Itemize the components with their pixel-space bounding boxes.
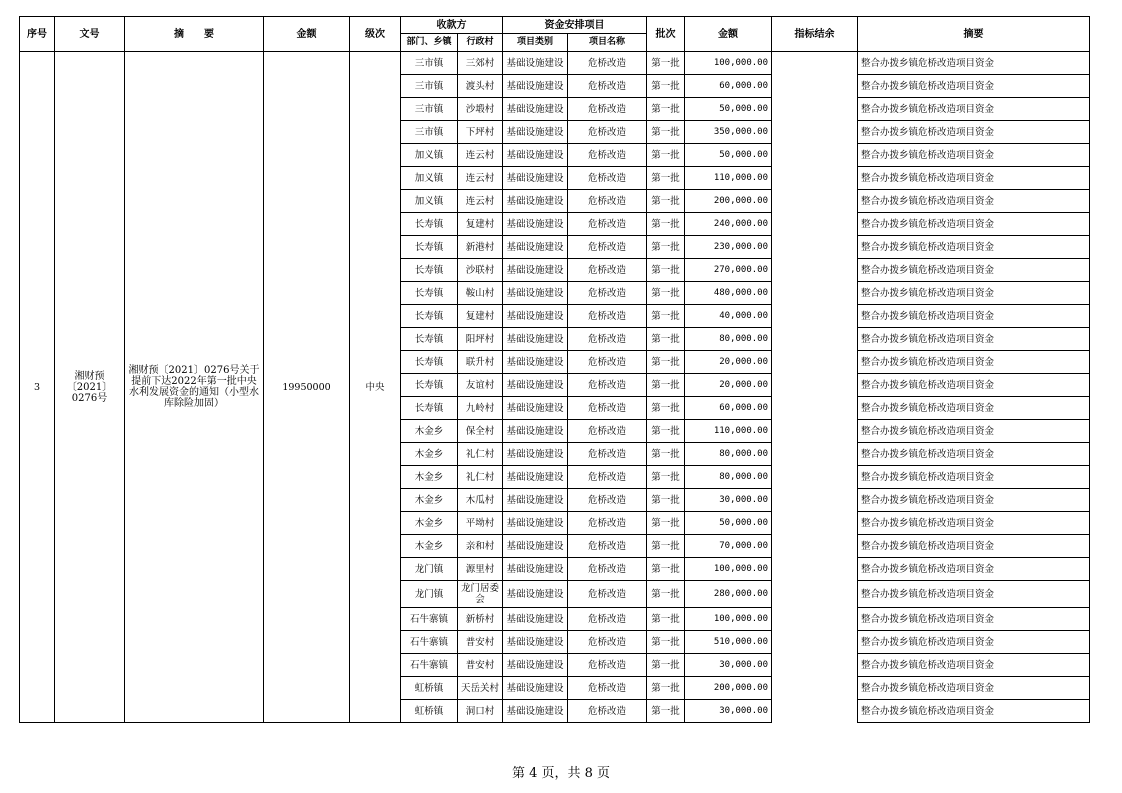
cell-project-type: 基础设施建设: [503, 282, 568, 305]
cell-summary: 整合办拨乡镇危桥改造项目资金: [858, 213, 1090, 236]
header-project-type: 项目类别: [503, 34, 568, 52]
cell-village: 普安村: [458, 631, 503, 654]
cell-town: 木金乡: [401, 466, 458, 489]
header-seq: 序号: [20, 17, 55, 52]
cell-batch: 第一批: [647, 351, 685, 374]
cell-amount: 80,000.00: [685, 328, 772, 351]
cell-balance: [772, 654, 858, 677]
header-fund-project: 资金安排项目: [503, 17, 647, 34]
cell-project-type: 基础设施建设: [503, 144, 568, 167]
group-seq: 3: [20, 52, 55, 723]
cell-project-type: 基础设施建设: [503, 489, 568, 512]
header-village: 行政村: [458, 34, 503, 52]
cell-batch: 第一批: [647, 654, 685, 677]
cell-village: 普安村: [458, 654, 503, 677]
header-payee: 收款方: [401, 17, 503, 34]
header-dept-town: 部门、乡镇: [401, 34, 458, 52]
cell-balance: [772, 121, 858, 144]
cell-summary: 整合办拨乡镇危桥改造项目资金: [858, 700, 1090, 723]
cell-village: 三郊村: [458, 52, 503, 75]
cell-amount: 100,000.00: [685, 558, 772, 581]
cell-batch: 第一批: [647, 213, 685, 236]
cell-project-type: 基础设施建设: [503, 98, 568, 121]
cell-project-name: 危桥改造: [568, 512, 647, 535]
cell-town: 长寿镇: [401, 328, 458, 351]
cell-project-type: 基础设施建设: [503, 535, 568, 558]
cell-town: 长寿镇: [401, 259, 458, 282]
cell-project-type: 基础设施建设: [503, 121, 568, 144]
cell-balance: [772, 259, 858, 282]
cell-project-name: 危桥改造: [568, 98, 647, 121]
cell-balance: [772, 397, 858, 420]
cell-batch: 第一批: [647, 167, 685, 190]
cell-project-type: 基础设施建设: [503, 328, 568, 351]
cell-summary: 整合办拨乡镇危桥改造项目资金: [858, 167, 1090, 190]
group-doc-no: 湘财预〔2021〕0276号: [55, 52, 125, 723]
cell-project-type: 基础设施建设: [503, 167, 568, 190]
cell-town: 三市镇: [401, 75, 458, 98]
cell-summary: 整合办拨乡镇危桥改造项目资金: [858, 121, 1090, 144]
cell-amount: 350,000.00: [685, 121, 772, 144]
cell-amount: 230,000.00: [685, 236, 772, 259]
cell-project-name: 危桥改造: [568, 397, 647, 420]
cell-amount: 60,000.00: [685, 397, 772, 420]
cell-village: 九岭村: [458, 397, 503, 420]
header-level: 级次: [350, 17, 401, 52]
cell-project-name: 危桥改造: [568, 351, 647, 374]
header-balance: 指标结余: [772, 17, 858, 52]
header-summary: 摘 要: [125, 17, 264, 52]
cell-balance: [772, 144, 858, 167]
cell-balance: [772, 190, 858, 213]
cell-summary: 整合办拨乡镇危桥改造项目资金: [858, 420, 1090, 443]
table-row: [20, 52, 1090, 75]
cell-balance: [772, 677, 858, 700]
cell-project-name: 危桥改造: [568, 52, 647, 75]
cell-amount: 30,000.00: [685, 700, 772, 723]
cell-town: 长寿镇: [401, 282, 458, 305]
cell-balance: [772, 420, 858, 443]
cell-town: 三市镇: [401, 121, 458, 144]
cell-summary: 整合办拨乡镇危桥改造项目资金: [858, 282, 1090, 305]
cell-village: 新桥村: [458, 608, 503, 631]
cell-town: 龙门镇: [401, 558, 458, 581]
cell-batch: 第一批: [647, 328, 685, 351]
cell-town: 加义镇: [401, 144, 458, 167]
cell-town: 加义镇: [401, 190, 458, 213]
cell-balance: [772, 608, 858, 631]
cell-summary: 整合办拨乡镇危桥改造项目资金: [858, 328, 1090, 351]
cell-summary: 整合办拨乡镇危桥改造项目资金: [858, 52, 1090, 75]
cell-project-name: 危桥改造: [568, 259, 647, 282]
cell-balance: [772, 351, 858, 374]
cell-project-name: 危桥改造: [568, 443, 647, 466]
cell-village: 沙塅村: [458, 98, 503, 121]
cell-project-type: 基础设施建设: [503, 558, 568, 581]
cell-project-name: 危桥改造: [568, 558, 647, 581]
cell-summary: 整合办拨乡镇危桥改造项目资金: [858, 190, 1090, 213]
cell-town: 长寿镇: [401, 397, 458, 420]
cell-village: 阳坪村: [458, 328, 503, 351]
cell-project-type: 基础设施建设: [503, 466, 568, 489]
cell-project-type: 基础设施建设: [503, 677, 568, 700]
cell-project-name: 危桥改造: [568, 75, 647, 98]
cell-balance: [772, 98, 858, 121]
cell-amount: 20,000.00: [685, 351, 772, 374]
cell-town: 长寿镇: [401, 374, 458, 397]
cell-summary: 整合办拨乡镇危桥改造项目资金: [858, 305, 1090, 328]
cell-amount: 240,000.00: [685, 213, 772, 236]
cell-project-type: 基础设施建设: [503, 305, 568, 328]
cell-amount: 80,000.00: [685, 466, 772, 489]
cell-project-name: 危桥改造: [568, 374, 647, 397]
cell-summary: 整合办拨乡镇危桥改造项目资金: [858, 558, 1090, 581]
cell-project-type: 基础设施建设: [503, 397, 568, 420]
header-summary-2: 摘要: [858, 17, 1090, 52]
cell-amount: 480,000.00: [685, 282, 772, 305]
cell-batch: 第一批: [647, 121, 685, 144]
cell-village: 连云村: [458, 190, 503, 213]
cell-project-type: 基础设施建设: [503, 631, 568, 654]
cell-batch: 第一批: [647, 558, 685, 581]
cell-amount: 100,000.00: [685, 608, 772, 631]
cell-summary: 整合办拨乡镇危桥改造项目资金: [858, 631, 1090, 654]
cell-summary: 整合办拨乡镇危桥改造项目资金: [858, 236, 1090, 259]
cell-summary: 整合办拨乡镇危桥改造项目资金: [858, 75, 1090, 98]
cell-summary: 整合办拨乡镇危桥改造项目资金: [858, 144, 1090, 167]
cell-village: 保全村: [458, 420, 503, 443]
cell-town: 石牛寨镇: [401, 654, 458, 677]
cell-amount: 70,000.00: [685, 535, 772, 558]
cell-village: 平坳村: [458, 512, 503, 535]
cell-town: 木金乡: [401, 512, 458, 535]
cell-project-name: 危桥改造: [568, 608, 647, 631]
header-doc-no: 文号: [55, 17, 125, 52]
cell-amount: 30,000.00: [685, 489, 772, 512]
cell-project-type: 基础设施建设: [503, 374, 568, 397]
cell-balance: [772, 489, 858, 512]
group-amount: 19950000: [264, 52, 350, 723]
cell-village: 礼仁村: [458, 466, 503, 489]
cell-batch: 第一批: [647, 397, 685, 420]
cell-batch: 第一批: [647, 700, 685, 723]
cell-town: 虹桥镇: [401, 677, 458, 700]
cell-project-name: 危桥改造: [568, 213, 647, 236]
cell-amount: 100,000.00: [685, 52, 772, 75]
cell-project-type: 基础设施建设: [503, 236, 568, 259]
cell-balance: [772, 75, 858, 98]
cell-project-name: 危桥改造: [568, 236, 647, 259]
cell-village: 洞口村: [458, 700, 503, 723]
cell-project-name: 危桥改造: [568, 167, 647, 190]
cell-project-name: 危桥改造: [568, 677, 647, 700]
cell-balance: [772, 512, 858, 535]
cell-amount: 50,000.00: [685, 512, 772, 535]
cell-town: 长寿镇: [401, 213, 458, 236]
cell-batch: 第一批: [647, 259, 685, 282]
cell-town: 三市镇: [401, 98, 458, 121]
cell-village: 沙联村: [458, 259, 503, 282]
cell-project-type: 基础设施建设: [503, 654, 568, 677]
cell-project-name: 危桥改造: [568, 489, 647, 512]
cell-amount: 200,000.00: [685, 677, 772, 700]
cell-summary: 整合办拨乡镇危桥改造项目资金: [858, 259, 1090, 282]
cell-batch: 第一批: [647, 535, 685, 558]
cell-balance: [772, 305, 858, 328]
cell-project-name: 危桥改造: [568, 466, 647, 489]
cell-summary: 整合办拨乡镇危桥改造项目资金: [858, 581, 1090, 608]
cell-balance: [772, 443, 858, 466]
cell-balance: [772, 535, 858, 558]
cell-project-name: 危桥改造: [568, 282, 647, 305]
header-row-1: [20, 17, 1090, 34]
cell-balance: [772, 700, 858, 723]
cell-summary: 整合办拨乡镇危桥改造项目资金: [858, 654, 1090, 677]
cell-village: 新港村: [458, 236, 503, 259]
cell-project-name: 危桥改造: [568, 144, 647, 167]
cell-balance: [772, 631, 858, 654]
cell-project-type: 基础设施建设: [503, 581, 568, 608]
cell-batch: 第一批: [647, 374, 685, 397]
cell-village: 亲和村: [458, 535, 503, 558]
cell-village: 龙门居委会: [458, 581, 503, 608]
cell-project-type: 基础设施建设: [503, 608, 568, 631]
cell-town: 加义镇: [401, 167, 458, 190]
cell-village: 天岳关村: [458, 677, 503, 700]
cell-project-name: 危桥改造: [568, 328, 647, 351]
cell-project-name: 危桥改造: [568, 190, 647, 213]
cell-summary: 整合办拨乡镇危桥改造项目资金: [858, 535, 1090, 558]
cell-summary: 整合办拨乡镇危桥改造项目资金: [858, 351, 1090, 374]
cell-village: 复建村: [458, 213, 503, 236]
cell-village: 连云村: [458, 144, 503, 167]
cell-batch: 第一批: [647, 305, 685, 328]
cell-project-name: 危桥改造: [568, 581, 647, 608]
cell-summary: 整合办拨乡镇危桥改造项目资金: [858, 374, 1090, 397]
group-level: 中央: [350, 52, 401, 723]
cell-project-type: 基础设施建设: [503, 190, 568, 213]
cell-village: 友谊村: [458, 374, 503, 397]
cell-balance: [772, 374, 858, 397]
cell-town: 虹桥镇: [401, 700, 458, 723]
cell-amount: 270,000.00: [685, 259, 772, 282]
cell-balance: [772, 213, 858, 236]
cell-project-type: 基础设施建设: [503, 700, 568, 723]
cell-amount: 110,000.00: [685, 167, 772, 190]
cell-project-type: 基础设施建设: [503, 443, 568, 466]
cell-town: 木金乡: [401, 420, 458, 443]
cell-batch: 第一批: [647, 581, 685, 608]
cell-summary: 整合办拨乡镇危桥改造项目资金: [858, 677, 1090, 700]
cell-project-type: 基础设施建设: [503, 52, 568, 75]
cell-batch: 第一批: [647, 236, 685, 259]
cell-project-type: 基础设施建设: [503, 351, 568, 374]
cell-amount: 200,000.00: [685, 190, 772, 213]
cell-project-name: 危桥改造: [568, 700, 647, 723]
cell-summary: 整合办拨乡镇危桥改造项目资金: [858, 512, 1090, 535]
cell-amount: 60,000.00: [685, 75, 772, 98]
cell-amount: 510,000.00: [685, 631, 772, 654]
cell-amount: 50,000.00: [685, 98, 772, 121]
cell-summary: 整合办拨乡镇危桥改造项目资金: [858, 98, 1090, 121]
table-body: [20, 52, 1090, 723]
cell-village: 下坪村: [458, 121, 503, 144]
cell-town: 木金乡: [401, 489, 458, 512]
cell-project-name: 危桥改造: [568, 121, 647, 144]
cell-batch: 第一批: [647, 420, 685, 443]
cell-village: 鞍山村: [458, 282, 503, 305]
cell-project-type: 基础设施建设: [503, 259, 568, 282]
cell-project-name: 危桥改造: [568, 654, 647, 677]
cell-balance: [772, 167, 858, 190]
cell-balance: [772, 282, 858, 305]
cell-amount: 30,000.00: [685, 654, 772, 677]
cell-batch: 第一批: [647, 190, 685, 213]
cell-project-type: 基础设施建设: [503, 213, 568, 236]
cell-town: 石牛寨镇: [401, 631, 458, 654]
cell-balance: [772, 558, 858, 581]
group-summary: 湘财预〔2021〕0276号关于提前下达2022年第一批中央水利发展资金的通知（小型水库除险加固）: [125, 52, 264, 723]
cell-summary: 整合办拨乡镇危桥改造项目资金: [858, 443, 1090, 466]
cell-summary: 整合办拨乡镇危桥改造项目资金: [858, 489, 1090, 512]
cell-town: 木金乡: [401, 535, 458, 558]
cell-project-name: 危桥改造: [568, 535, 647, 558]
cell-balance: [772, 52, 858, 75]
cell-balance: [772, 466, 858, 489]
header-batch: 批次: [647, 17, 685, 52]
cell-village: 连云村: [458, 167, 503, 190]
cell-summary: 整合办拨乡镇危桥改造项目资金: [858, 466, 1090, 489]
cell-town: 石牛寨镇: [401, 608, 458, 631]
cell-batch: 第一批: [647, 466, 685, 489]
cell-batch: 第一批: [647, 98, 685, 121]
cell-village: 源里村: [458, 558, 503, 581]
header-amount-2: 金额: [685, 17, 772, 52]
cell-amount: 80,000.00: [685, 443, 772, 466]
cell-village: 木瓜村: [458, 489, 503, 512]
cell-amount: 110,000.00: [685, 420, 772, 443]
cell-town: 龙门镇: [401, 581, 458, 608]
cell-batch: 第一批: [647, 144, 685, 167]
cell-summary: 整合办拨乡镇危桥改造项目资金: [858, 397, 1090, 420]
cell-balance: [772, 236, 858, 259]
header-amount: 金额: [264, 17, 350, 52]
cell-balance: [772, 328, 858, 351]
cell-town: 长寿镇: [401, 236, 458, 259]
cell-batch: 第一批: [647, 512, 685, 535]
cell-batch: 第一批: [647, 677, 685, 700]
cell-town: 木金乡: [401, 443, 458, 466]
cell-batch: 第一批: [647, 443, 685, 466]
cell-project-name: 危桥改造: [568, 305, 647, 328]
cell-village: 渡头村: [458, 75, 503, 98]
cell-summary: 整合办拨乡镇危桥改造项目资金: [858, 608, 1090, 631]
cell-batch: 第一批: [647, 608, 685, 631]
cell-project-name: 危桥改造: [568, 631, 647, 654]
cell-batch: 第一批: [647, 52, 685, 75]
cell-town: 三市镇: [401, 52, 458, 75]
cell-village: 礼仁村: [458, 443, 503, 466]
cell-project-name: 危桥改造: [568, 420, 647, 443]
allocation-table: [19, 16, 1090, 723]
cell-amount: 40,000.00: [685, 305, 772, 328]
cell-project-type: 基础设施建设: [503, 420, 568, 443]
cell-batch: 第一批: [647, 75, 685, 98]
header-project-name: 项目名称: [568, 34, 647, 52]
cell-amount: 20,000.00: [685, 374, 772, 397]
cell-village: 联升村: [458, 351, 503, 374]
cell-balance: [772, 581, 858, 608]
cell-batch: 第一批: [647, 282, 685, 305]
cell-batch: 第一批: [647, 631, 685, 654]
page-footer: 第 4 页，共 8 页: [511, 766, 611, 781]
cell-amount: 280,000.00: [685, 581, 772, 608]
cell-amount: 50,000.00: [685, 144, 772, 167]
cell-project-type: 基础设施建设: [503, 75, 568, 98]
cell-batch: 第一批: [647, 489, 685, 512]
cell-town: 长寿镇: [401, 305, 458, 328]
cell-town: 长寿镇: [401, 351, 458, 374]
cell-project-type: 基础设施建设: [503, 512, 568, 535]
cell-village: 复建村: [458, 305, 503, 328]
